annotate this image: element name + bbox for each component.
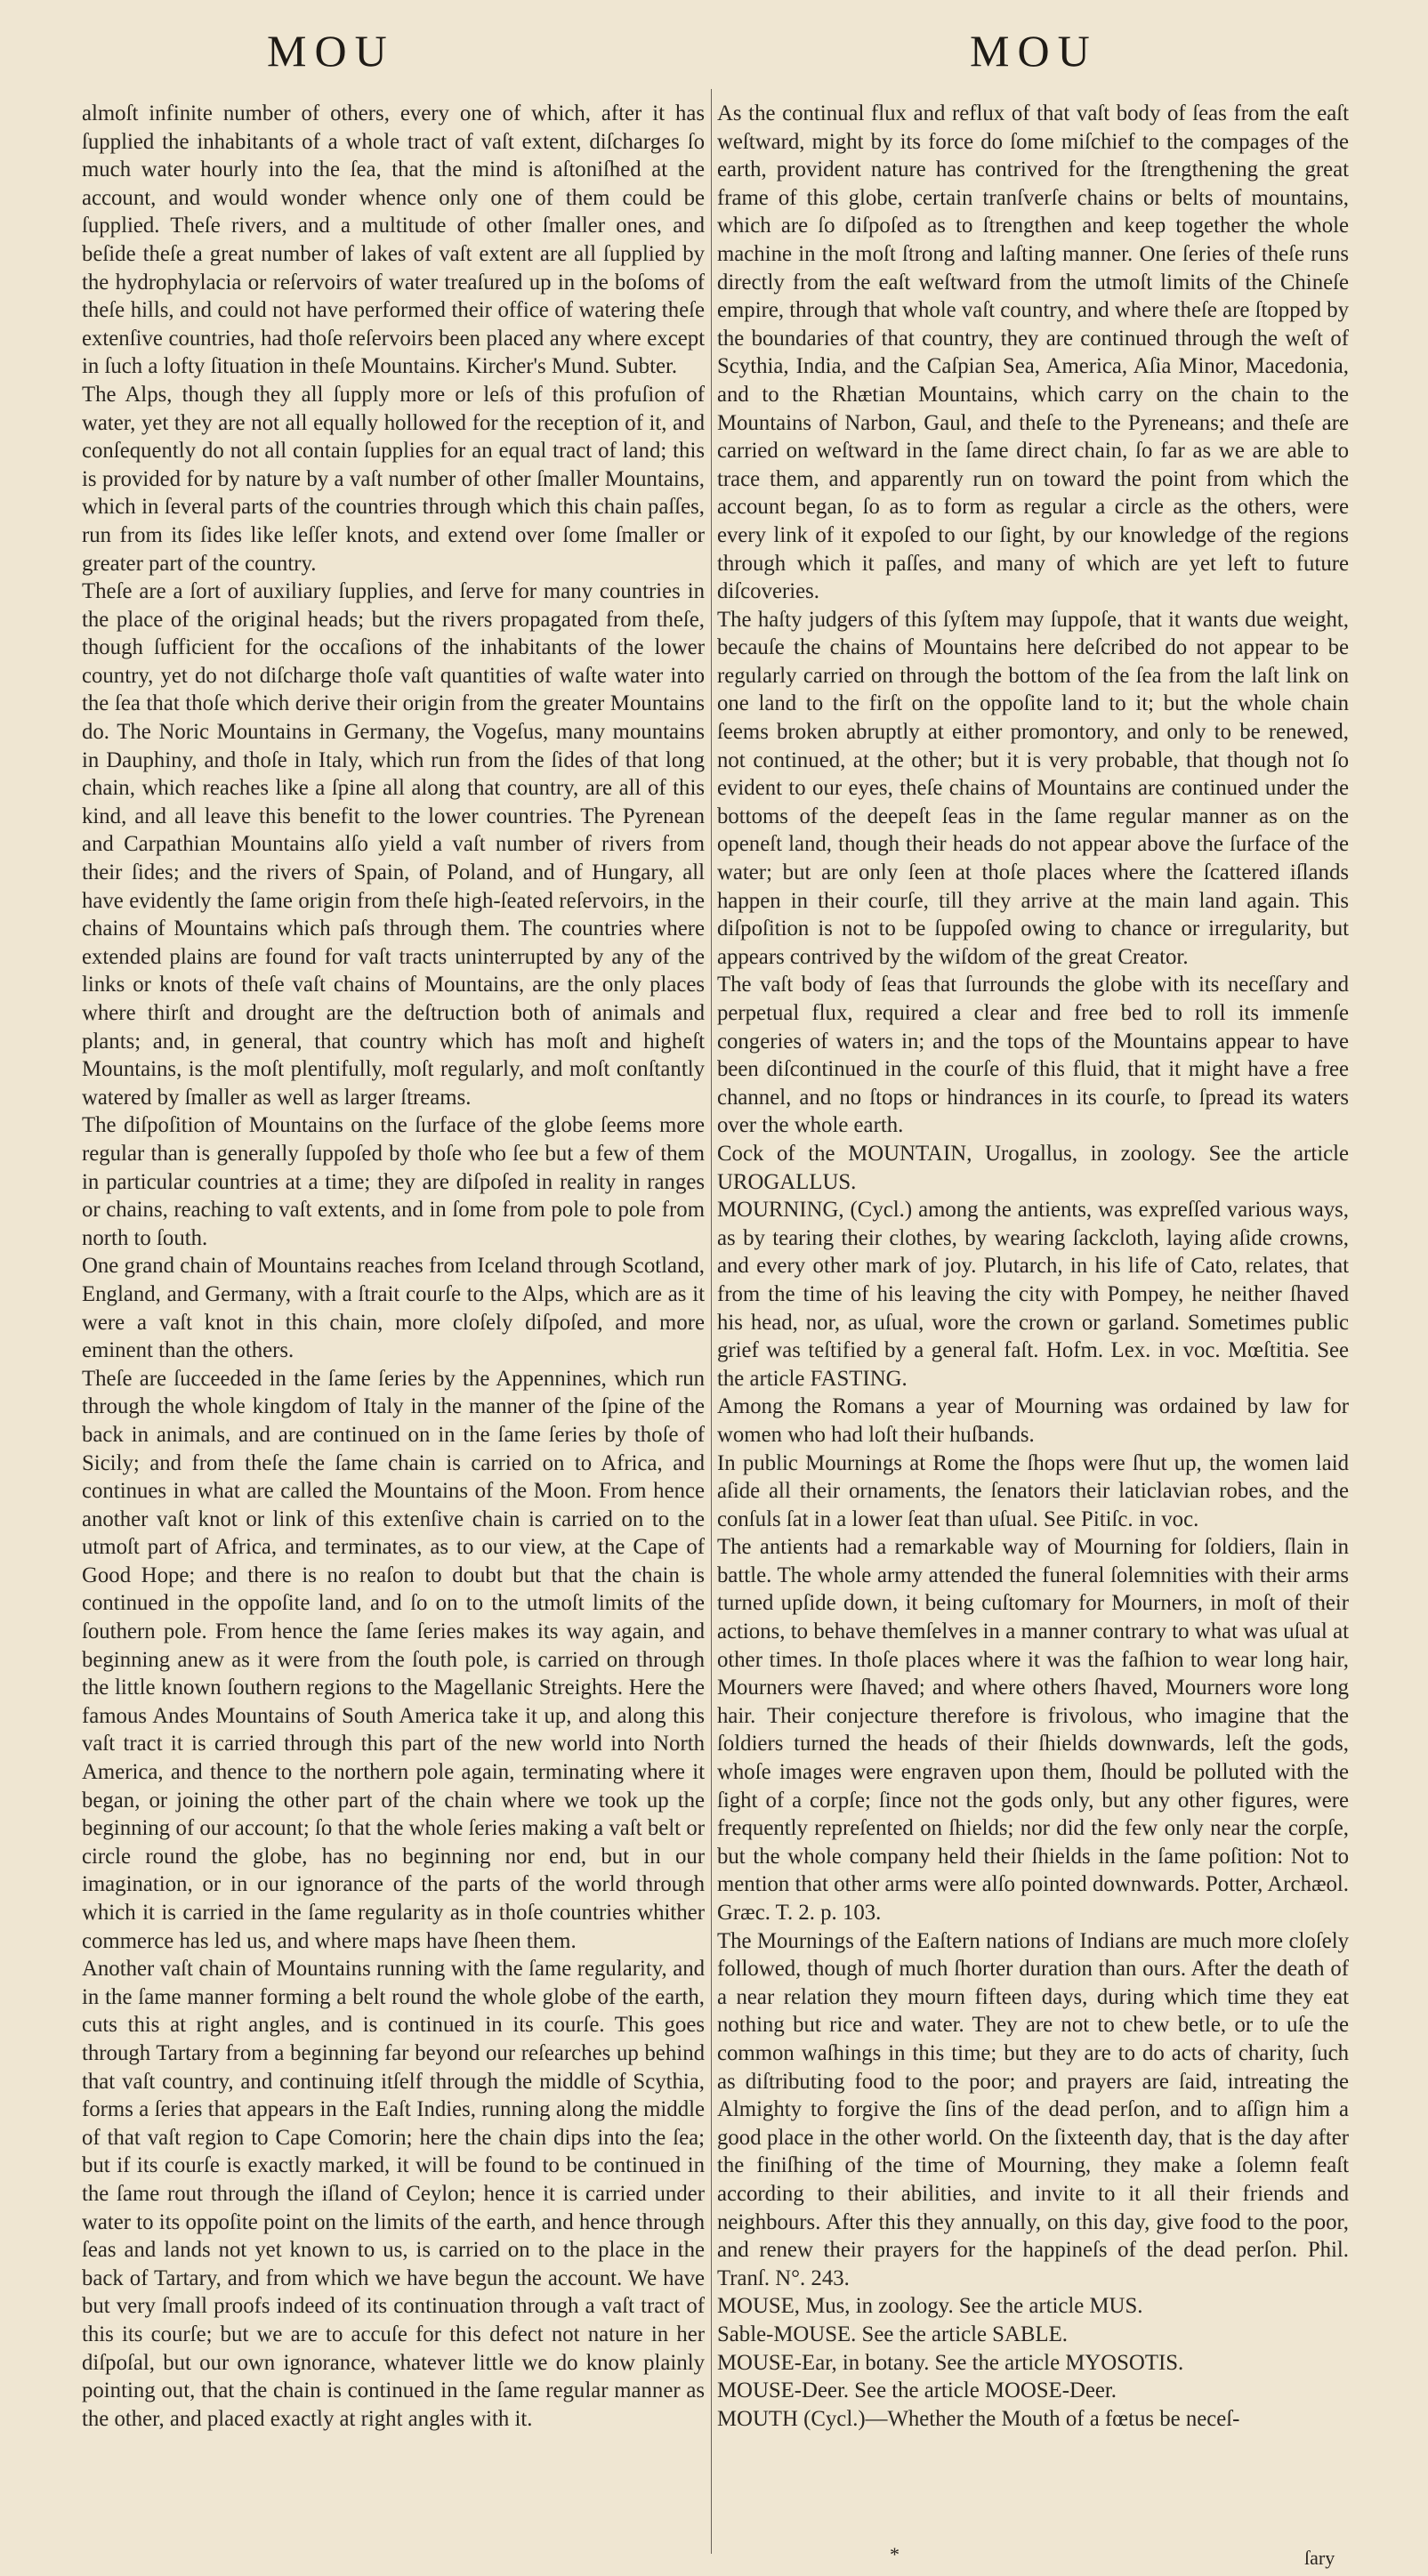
entry-cock-of-the-mountain: Cock of the MOUNTAIN, Urogallus, in zoology. See the article UROGALLUS. bbox=[717, 1141, 1349, 1194]
entry-mouse-ear: MOUSE-Ear, in botany. See the article MYOSOTIS. bbox=[717, 2350, 1184, 2375]
entry-sable-mouse: Sable-MOUSE. See the article SABLE. bbox=[717, 2322, 1068, 2346]
paragraph: Among the Romans a year of Mourning was ordained by law for women who had loſt their huſbands. bbox=[717, 1394, 1349, 1447]
paragraph: Theſe are ſucceeded in the ſame ſeries by the Appennines, which run through the whole kingdom of Italy in the manner of the ſpine of the back in animals, and are continued on in the ſame ſeries by thoſe of Sicily; and from theſe the ſame chain is carried on to Africa, and continues in what are called the Mountains of the Moon. From hence another vaſt knot or link of this extenſive chain is carried on to the utmoſt part of Africa, and terminates, as to our view, at the Cape of Good Hope; and there is no reaſon to doubt but that the chain is continued in the oppoſite land, and ſo on to the utmoſt limits of the ſouthern pole. From hence the ſame ſeries makes its way again, and beginning anew as it were from the ſouth pole, is carried on through the little known ſouthern regions to the Magellanic Streights. Here the famous Andes Mountains of South America take it up, and along this vaſt tract it is carried through this part of the new world into North America, and thence to the northern pole again, terminating where it began, or joining the other part of the chain where we took up the beginning of our account; ſo that the whole ſeries making a vaſt belt or circle round the globe, has no beginning nor end, but in our imagination, or in our ignorance of the parts of the world through which it is carried in the ſame regularity as in thoſe countries whither commerce has led us, and where maps have ſheen them. bbox=[82, 1366, 705, 1953]
catchword: ſary bbox=[1304, 2547, 1335, 2569]
entry-mourning: MOURNING, (Cycl.) among the antients, was expreſſed various ways, as by tearing their clothes, by wearing ſackcloth, laying aſide crowns, and every other mark of joy. Plutarch, in his life of Cato, relates, that from the time of his leaving the city with Pompey, he neither ſhaved his head, nor, as uſual, wore the crown or garland. Sometimes public grief was teſtified by a general faſt. Hofm. Lex. in voc. Mœſtitia. See the article FASTING. bbox=[717, 1198, 1349, 1391]
right-column bbox=[717, 100, 1349, 2433]
paragraph: The Alps, though they all ſupply more or leſs of this profuſion of water, yet they are not all equally hollowed for the reception of it, and conſequently do not all contain ſupplies for an equal tract of land; this is provided for by nature by a vaſt number of other ſmaller Mountains, which in ſeveral parts of the countries through which this chain paſſes, run from its ſides like leſſer knots, and extend over ſome ſmaller or greater part of the country. bbox=[82, 382, 705, 576]
paragraph: The haſty judgers of this ſyſtem may ſuppoſe, that it wants due weight, becauſe the chains of Mountains here deſcribed do not appear to be regularly carried on through the bottom of the ſea from the laſt link on one land to the firſt on the oppoſite land to it; but the whole chain ſeems broken abruptly at either promontory, and only to be renewed, not continued, at the other; but it is very probable, that though not ſo evident to our eyes, theſe chains of Mountains are continued under the bottoms of the deepeſt ſeas in the ſame regular manner as on the openeſt land, though their heads do not appear above the ſurface of the water; but are only ſeen at thoſe places where the ſcattered iſlands happen in their courſe, till they arrive at the main land again. This diſpoſition is not to be ſuppoſed owing to chance or irregularity, but appears contrived by the wiſdom of the great Creator. bbox=[717, 607, 1349, 969]
column-divider bbox=[711, 89, 712, 2554]
paragraph: In public Mournings at Rome the ſhops were ſhut up, the women laid aſide all their ornaments, the ſenators their laticlavian robes, and the conſuls ſat in a lower ſeat than uſual. See Pitiſc. in voc. bbox=[717, 1450, 1349, 1531]
paragraph: Theſe are a ſort of auxiliary ſupplies, and ſerve for many countries in the place of the original heads; but the rivers propagated from theſe, though ſufficient for the occaſions of the inhabitants of the lower country, yet do not diſcharge thoſe vaſt quantities of waſte water into the ſea that thoſe which derive their origin from the greater Mountains do. The Noric Mountains in Germany, the Vogeſus, many mountains in Dauphiny, and thoſe in Italy, which run from the ſides of that long chain, which reaches like a ſpine all along that country, are all of this kind, and all leave this benefit to the lower countries. The Pyrenean and Carpathian Mountains alſo yield a vaſt number of rivers from their ſides; and the rivers of Spain, of Poland, and of Hungary, all have evidently the ſame origin from theſe high-ſeated reſervoirs, in the chains of Mountains which paſs through them. The countries where extended plains are found for vaſt tracts uninterrupted by any of the links or knots of theſe vaſt chains of Mountains, are the only places where thirſt and drought are the deſtruction both of animals and plants; and, in general, that country which has moſt and higheſt Mountains, is the moſt plentifully, moſt regularly, and moſt conſtantly watered by ſmaller as well as larger ſtreams. bbox=[82, 579, 705, 1110]
paragraph: The diſpoſition of Mountains on the ſurface of the globe ſeems more regular than is generally ſuppoſed by thoſe who ſee but a few of them in particular countries at a time; they are diſpoſed in reality in ranges or chains, reaching to vaſt extents, and in ſome from pole to pole from north to ſouth. bbox=[82, 1113, 705, 1250]
paragraph: The antients had a remarkable way of Mourning for ſoldiers, ſlain in battle. The whole army attended the funeral ſolemnities with their arms turned upſide down, it being cuſtomary for Mourners, in moſt of their actions, to behave themſelves in a manner contrary to what was uſual at other times. In thoſe places where it was the faſhion to wear long hair, Mourners were ſhaved; and where others ſhaved, Mourners wore long hair. Their conjecture therefore is frivolous, who imagine that the ſoldiers turned the heads of their ſhields downwards, leſt the gods, whoſe images were engraven upon them, ſhould be polluted with the ſight of a corpſe; ſince not the gods only, but any other figures, were frequently repreſented on ſhields; nor did the few only near the corpſe, but the whole company held their ſhields in the ſame poſition: Not to mention that other arms were alſo pointed downwards. Potter, Archæol. Græc. T. 2. p. 103. bbox=[717, 1535, 1349, 1925]
paragraph: The Mournings of the Eaſtern nations of Indians are much more cloſely followed, though of much ſhorter duration than ours. After the death of a near relation they mourn fifteen days, during which time they eat nothing but rice and water. They are not to chew betle, or to uſe the common waſhings in this time; but they are to do acts of charity, ſuch as diſtributing food to the poor; and prayers are ſaid, intreating the Almighty to forgive the ſins of the dead perſon, and to aſſign him a good place in the other world. On the ſixteenth day, that is the day after the finiſhing of the time of Mourning, they make a ſolemn feaſt according to their abilities, and invite to it all their friends and neighbours. After this they annually, on this day, give food to the poor, and renew their prayers for the happineſs of the dead perſon. Phil. Tranſ. N°. 243. bbox=[717, 1928, 1349, 2290]
paragraph: Another vaſt chain of Mountains running with the ſame regularity, and in the ſame manner forming a belt round the whole globe of the earth, cuts this at right angles, and is continued in its courſe. This goes through Tartary from a beginning far beyond our reſearches up behind that vaſt country, and continuing itſelf through the middle of Scythia, forms a ſeries that appears in the Eaſt Indies, running along the middle of that vaſt region to Cape Comorin; here the chain dips into the ſea; but if its courſe is exactly marked, it will be found to be continued in the ſame rout through the iſland of Ceylon; hence it is carried under water to its oppoſite point on the limits of the earth, and hence through ſeas and lands not yet known to us, is carried on to the place in the back of Tartary, and from which we have begun the account. We have but very ſmall proofs indeed of its continuation through a vaſt tract of this its courſe; but we are to accuſe for this defect not nature in her diſpoſal, but our own ignorance, whatever little we do know plainly pointing out, that the chain is continued in the ſame regular manner as the other, and placed exactly at right angles with it. bbox=[82, 1957, 705, 2431]
paragraph: almoſt infinite number of others, every one of which, after it has ſupplied the inhabitants of a whole tract of vaſt extent, diſcharges ſo much water hourly into the ſea, that the mind is aſtoniſhed at the account, and would wonder whence only one of them could be ſupplied. Theſe rivers, and a multitude of other ſmaller ones, and beſide theſe a great number of lakes of vaſt extent are all ſupplied by the hydrophylacia or reſervoirs of water treaſured up in the boſoms of theſe hills, and could not have performed their office of watering theſe extenſive countries, had thoſe reſervoirs been placed any where except in ſuch a lofty ſituation in theſe Mountains. Kircher's Mund. Subter. bbox=[82, 101, 705, 379]
running-head-right: MOU bbox=[970, 26, 1098, 76]
running-head-left: MOU bbox=[267, 26, 395, 76]
signature-mark: * bbox=[890, 2543, 900, 2565]
paragraph: One grand chain of Mountains reaches from Iceland through Scotland, England, and Germany, with a ſtrait courſe to the Alps, which are as it were a vaſt knot in this chain, more cloſely diſpoſed, and more eminent than the others. bbox=[82, 1254, 705, 1363]
entry-mouse: MOUSE, Mus, in zoology. See the article MUS. bbox=[717, 2294, 1143, 2319]
paragraph: The vaſt body of ſeas that ſurrounds the globe with its neceſſary and perpetual flux, required a clear and free bed to roll its immenſe congeries of waters in; and the tops of the Mountains appear to have been diſcontinued in the courſe of this fluid, that it might have a free channel, and no ſtops or hindrances in its courſe, to ſpread its waters over the whole earth. bbox=[717, 973, 1349, 1138]
entry-mouse-deer: MOUSE-Deer. See the article MOOSE-Deer. bbox=[717, 2378, 1117, 2403]
paragraph: As the continual flux and reflux of that vaſt body of ſeas from the eaſt weſtward, might by its force do ſome miſchief to the compages of the earth, provident nature has contrived for the ſtrengthening the great frame of this globe, certain tranſverſe chains or belts of mountains, which are ſo diſpoſed as to ſtrengthen and keep together the whole machine in the moſt ſtrong and laſting manner. One ſeries of theſe runs directly from the eaſt weſtward from the utmoſt limits of the Chineſe empire, through that whole vaſt country, and where theſe are ſtopped by the boundaries of that country, they are continued through the weſt of Scythia, India, and the Caſpian Sea, America, Aſia Minor, Macedonia, and to the Rhætian Mountains, which carry on the chain to the Mountains of Narbon, Gaul, and theſe to the Pyreneans; and theſe are carried on weſtward in the ſame direct chain, ſo far as we are able to trace them, and apparently run on toward the point from which the account began, ſo as to form as regular a circle as the others, were every link of it expoſed to our ſight, by our knowledge of the regions through which it paſſes, and many of which are yet left to future diſcoveries. bbox=[717, 101, 1349, 604]
entry-mouth: MOUTH (Cycl.)—Whether the Mouth of a fœtus be neceſ- bbox=[717, 2406, 1240, 2431]
left-column bbox=[82, 100, 705, 2433]
